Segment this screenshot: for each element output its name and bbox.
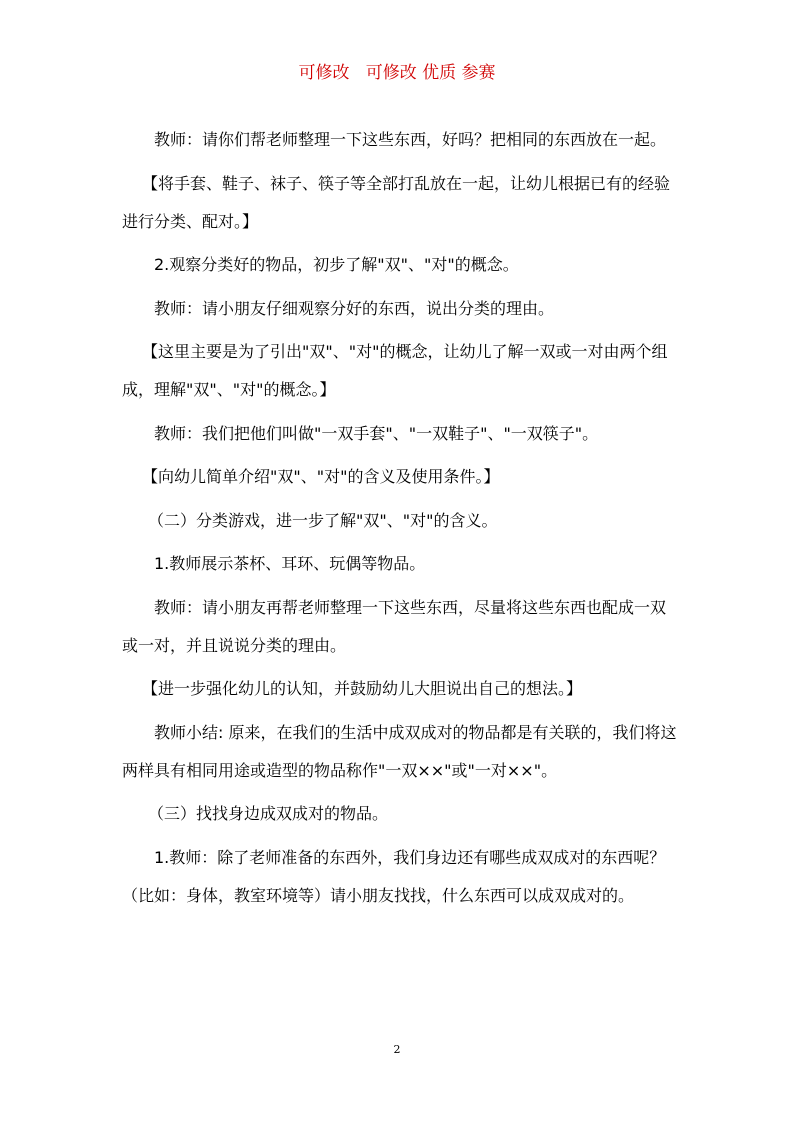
paragraph: 【这里主要是为了引出"双"、"对"的概念，让幼儿了解一双或一对由两个组成，理解"双"、"对"的概念。】: [122, 342, 668, 399]
paragraph: 1.教师展示茶杯、耳环、玩偶等物品。: [154, 554, 426, 573]
section-heading: （二）分类游戏，进一步了解"双"、"对"的含义。: [148, 510, 498, 530]
section-heading: （三）找找身边成双成对的物品。: [148, 804, 389, 823]
paragraph: 教师：请小朋友仔细观察分好的东西，说出分类的理由。: [154, 298, 555, 318]
paragraph: 教师小结: 原来，在我们的生活中成双成对的物品都是有关联的，我们将这两样具有相同用途或造型的物品称作"一双××"或"一对××"。: [122, 722, 677, 780]
page-header: 可修改 可修改 优质 参赛: [298, 63, 496, 83]
paragraph: 教师：请你们帮老师整理一下这些东西，好吗？把相同的东西放在一起。: [154, 130, 667, 149]
page-number: 2: [393, 1043, 401, 1056]
paragraph: 【进一步强化幼儿的认知，并鼓励幼儿大胆说出自己的想法。】: [142, 679, 583, 698]
paragraph: 教师：请小朋友再帮老师整理一下这些东西，尽量将这些东西也配成一双或一对，并且说说分类的理由。: [122, 597, 667, 655]
paragraph: 2.观察分类好的物品，初步了解"双"、"对"的概念。: [154, 255, 519, 274]
paragraph: 【向幼儿简单介绍"双"、"对"的含义及使用条件。】: [142, 467, 500, 486]
paragraph: 教师：我们把他们叫做"一双手套"、"一双鞋子"、"一双筷子"。: [154, 423, 599, 443]
paragraph: 1.教师：除了老师准备的东西外，我们身边还有哪些成双成对的东西呢？（比如：身体，教室环境等）请小朋友找找，什么东西可以成双成对的。: [122, 847, 666, 905]
paragraph: 【将手套、鞋子、袜子、筷子等全部打乱放在一起，让幼儿根据已有的经验进行分类、配对。】: [122, 173, 671, 231]
document-body: [122, 121, 678, 920]
